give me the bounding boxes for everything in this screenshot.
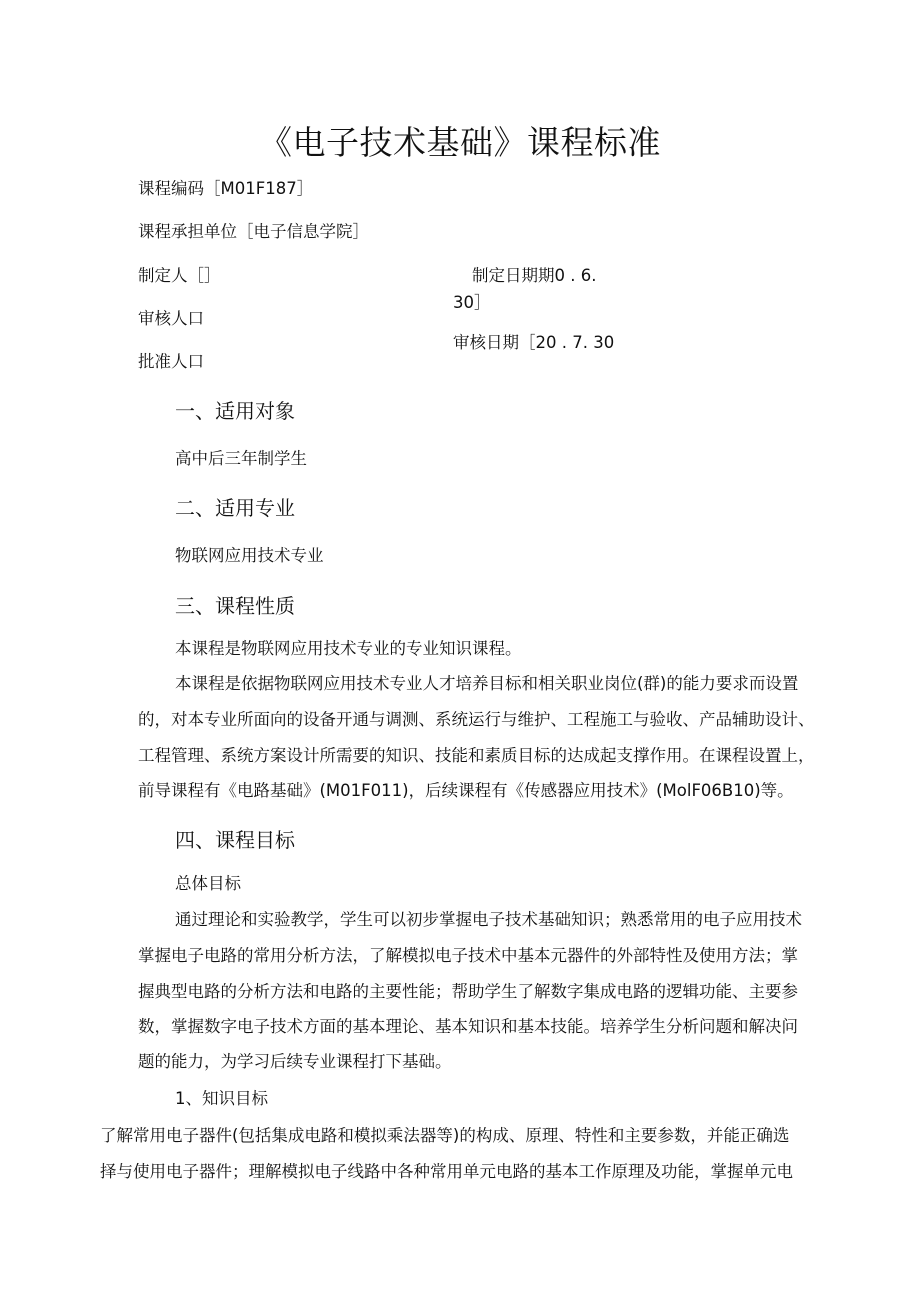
approver-field: 批准人口 [138, 352, 204, 371]
section-heading-2: 二、适用专业 [175, 496, 295, 520]
overall-goal-line: 数，掌握数字电子技术方面的基本理论、基本知识和基本技能。培养学生分析问题和解决问 [138, 1017, 798, 1036]
knowledge-goal-line: 了解常用电子器件(包括集成电路和模拟乘法器等)的构成、原理、特性和主要参数，并能正确选 [100, 1126, 790, 1145]
course-nature-line: 工程管理、系统方案设计所需要的知识、技能和素质目标的达成起支撑作用。在课程设置上， [138, 746, 815, 765]
overall-goal-line: 握典型电路的分析方法和电路的主要性能；帮助学生了解数字集成电路的逻辑功能、主要参 [138, 982, 798, 1001]
course-nature-line: 前导课程有《电路基础》(M01F011)，后续课程有《传感器应用技术》(MolF06B10)等。 [138, 781, 794, 800]
section-heading-4: 四、课程目标 [175, 828, 295, 852]
overall-goal-line: 掌握电子电路的常用分析方法，了解模拟电子技术中基本元器件的外部特性及使用方法；掌 [138, 946, 798, 965]
course-nature-line: 的，对本专业所面向的设备开通与调测、系统运行与维护、工程施工与验收、产品辅助设计、 [138, 710, 815, 729]
course-code: 课程编码［M01F187］ [138, 179, 314, 198]
make-date-line-2: 30］ [453, 293, 491, 312]
reviewer-field: 审核人口 [138, 309, 204, 328]
overall-goal-line: 题的能力，为学习后续专业课程打下基础。 [138, 1052, 452, 1071]
section-text-1: 高中后三年制学生 [175, 449, 307, 468]
course-nature-paragraph-1: 本课程是物联网应用技术专业的专业知识课程。 [175, 639, 522, 658]
knowledge-goal-line: 择与使用电子器件；理解模拟电子线路中各种常用单元电路的基本工作原理及功能，掌握单元电 [100, 1162, 793, 1181]
course-nature-line: 本课程是依据物联网应用技术专业人才培养目标和相关职业岗位(群)的能力要求而设置 [175, 674, 799, 693]
section-heading-3: 三、课程性质 [175, 594, 295, 618]
section-text-2: 物联网应用技术专业 [175, 546, 324, 565]
overall-goal-heading: 总体目标 [175, 874, 241, 893]
overall-goal-line: 通过理论和实验教学，学生可以初步掌握电子技术基础知识；熟悉常用的电子应用技术 [175, 910, 802, 929]
knowledge-goal-heading: 1、知识目标 [175, 1089, 268, 1108]
review-date: 审核日期［20 . 7. 30 [453, 333, 615, 352]
make-date-line-1: 制定日期期0 . 6. [472, 266, 597, 285]
maker-field: 制定人［］ [138, 266, 221, 285]
course-unit: 课程承担单位［电子信息学院］ [138, 222, 369, 241]
section-heading-1: 一、适用对象 [175, 399, 295, 423]
page-title: 《电子技术基础》课程标准 [259, 123, 661, 162]
